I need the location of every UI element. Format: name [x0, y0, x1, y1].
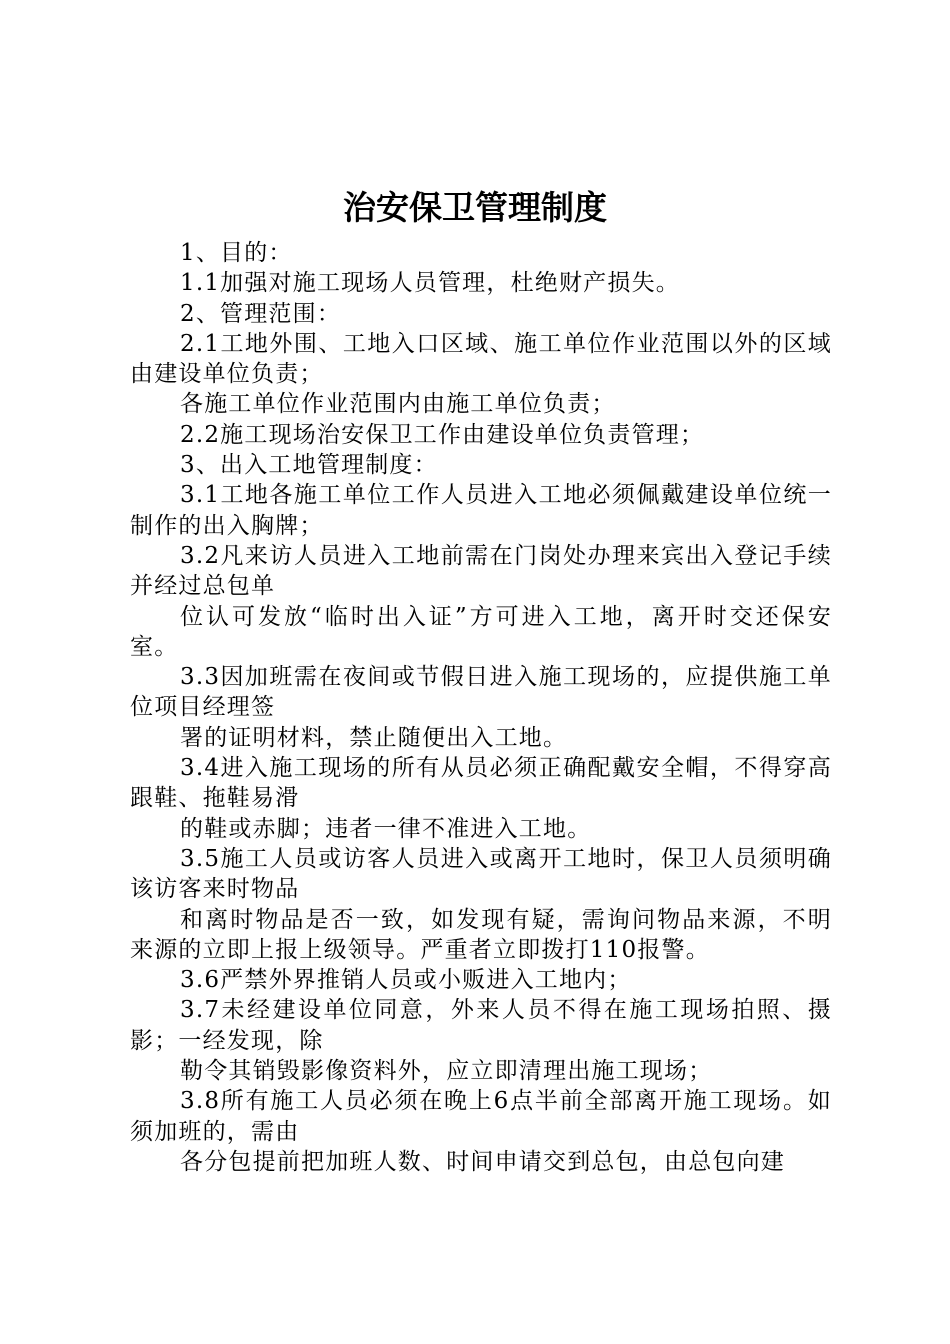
paragraph: 位认可发放“临时出入证”方可进入工地，离开时交还保安室。	[130, 603, 832, 660]
document-title: 治安保卫管理制度	[343, 188, 607, 227]
paragraph: 勒令其销毁影像资料外，应立即清理出施工现场；	[180, 1058, 713, 1085]
paragraph: 1.1加强对施工现场人员管理，杜绝财产损失。	[180, 270, 680, 297]
paragraph: 3.4进入施工现场的所有从员必须正确配戴安全帽，不得穿高跟鞋、拖鞋易滑	[130, 755, 832, 812]
paragraph: 3.1工地各施工单位工作人员进入工地必须佩戴建设单位统一制作的出入胸牌；	[130, 482, 832, 539]
paragraph: 3.7未经建设单位同意，外来人员不得在施工现场拍照、摄影；一经发现，除	[130, 997, 832, 1054]
paragraph: 和离时物品是否一致，如发现有疑，需询问物品来源，不明来源的立即上报上级领导。严重者立即拨打110报警。	[130, 906, 832, 963]
document-body	[130, 238, 832, 1177]
paragraph: 2、管理范围：	[180, 300, 342, 327]
paragraph: 3.8所有施工人员必须在晚上6点半前全部离开施工现场。如须加班的，需由	[130, 1088, 832, 1145]
paragraph: 3、出入工地管理制度：	[180, 452, 438, 479]
paragraph: 3.5施工人员或访客人员进入或离开工地时，保卫人员须明确该访客来时物品	[130, 845, 832, 903]
paragraph: 的鞋或赤脚；违者一律不准进入工地。	[180, 815, 592, 842]
paragraph: 1、目的：	[180, 240, 293, 266]
paragraph: 3.2凡来访人员进入工地前需在门岗处办理来宾出入登记手续并经过总包单	[130, 542, 832, 600]
paragraph: 3.6严禁外界推销人员或小贩进入工地内；	[180, 967, 632, 994]
paragraph: 2.2施工现场治安保卫工作由建设单位负责管理；	[180, 421, 705, 448]
paragraph: 署的证明材料，禁止随便出入工地。	[180, 724, 568, 751]
paragraph: 3.3因加班需在夜间或节假日进入施工现场的，应提供施工单位项目经理签	[130, 664, 832, 721]
paragraph: 2.1工地外围、工地入口区域、施工单位作业范围以外的区域由建设单位负责；	[130, 330, 832, 388]
paragraph: 各施工单位作业范围内由施工单位负责；	[180, 391, 616, 418]
paragraph: 各分包提前把加班人数、时间申请交到总包，由总包向建	[180, 1148, 785, 1175]
